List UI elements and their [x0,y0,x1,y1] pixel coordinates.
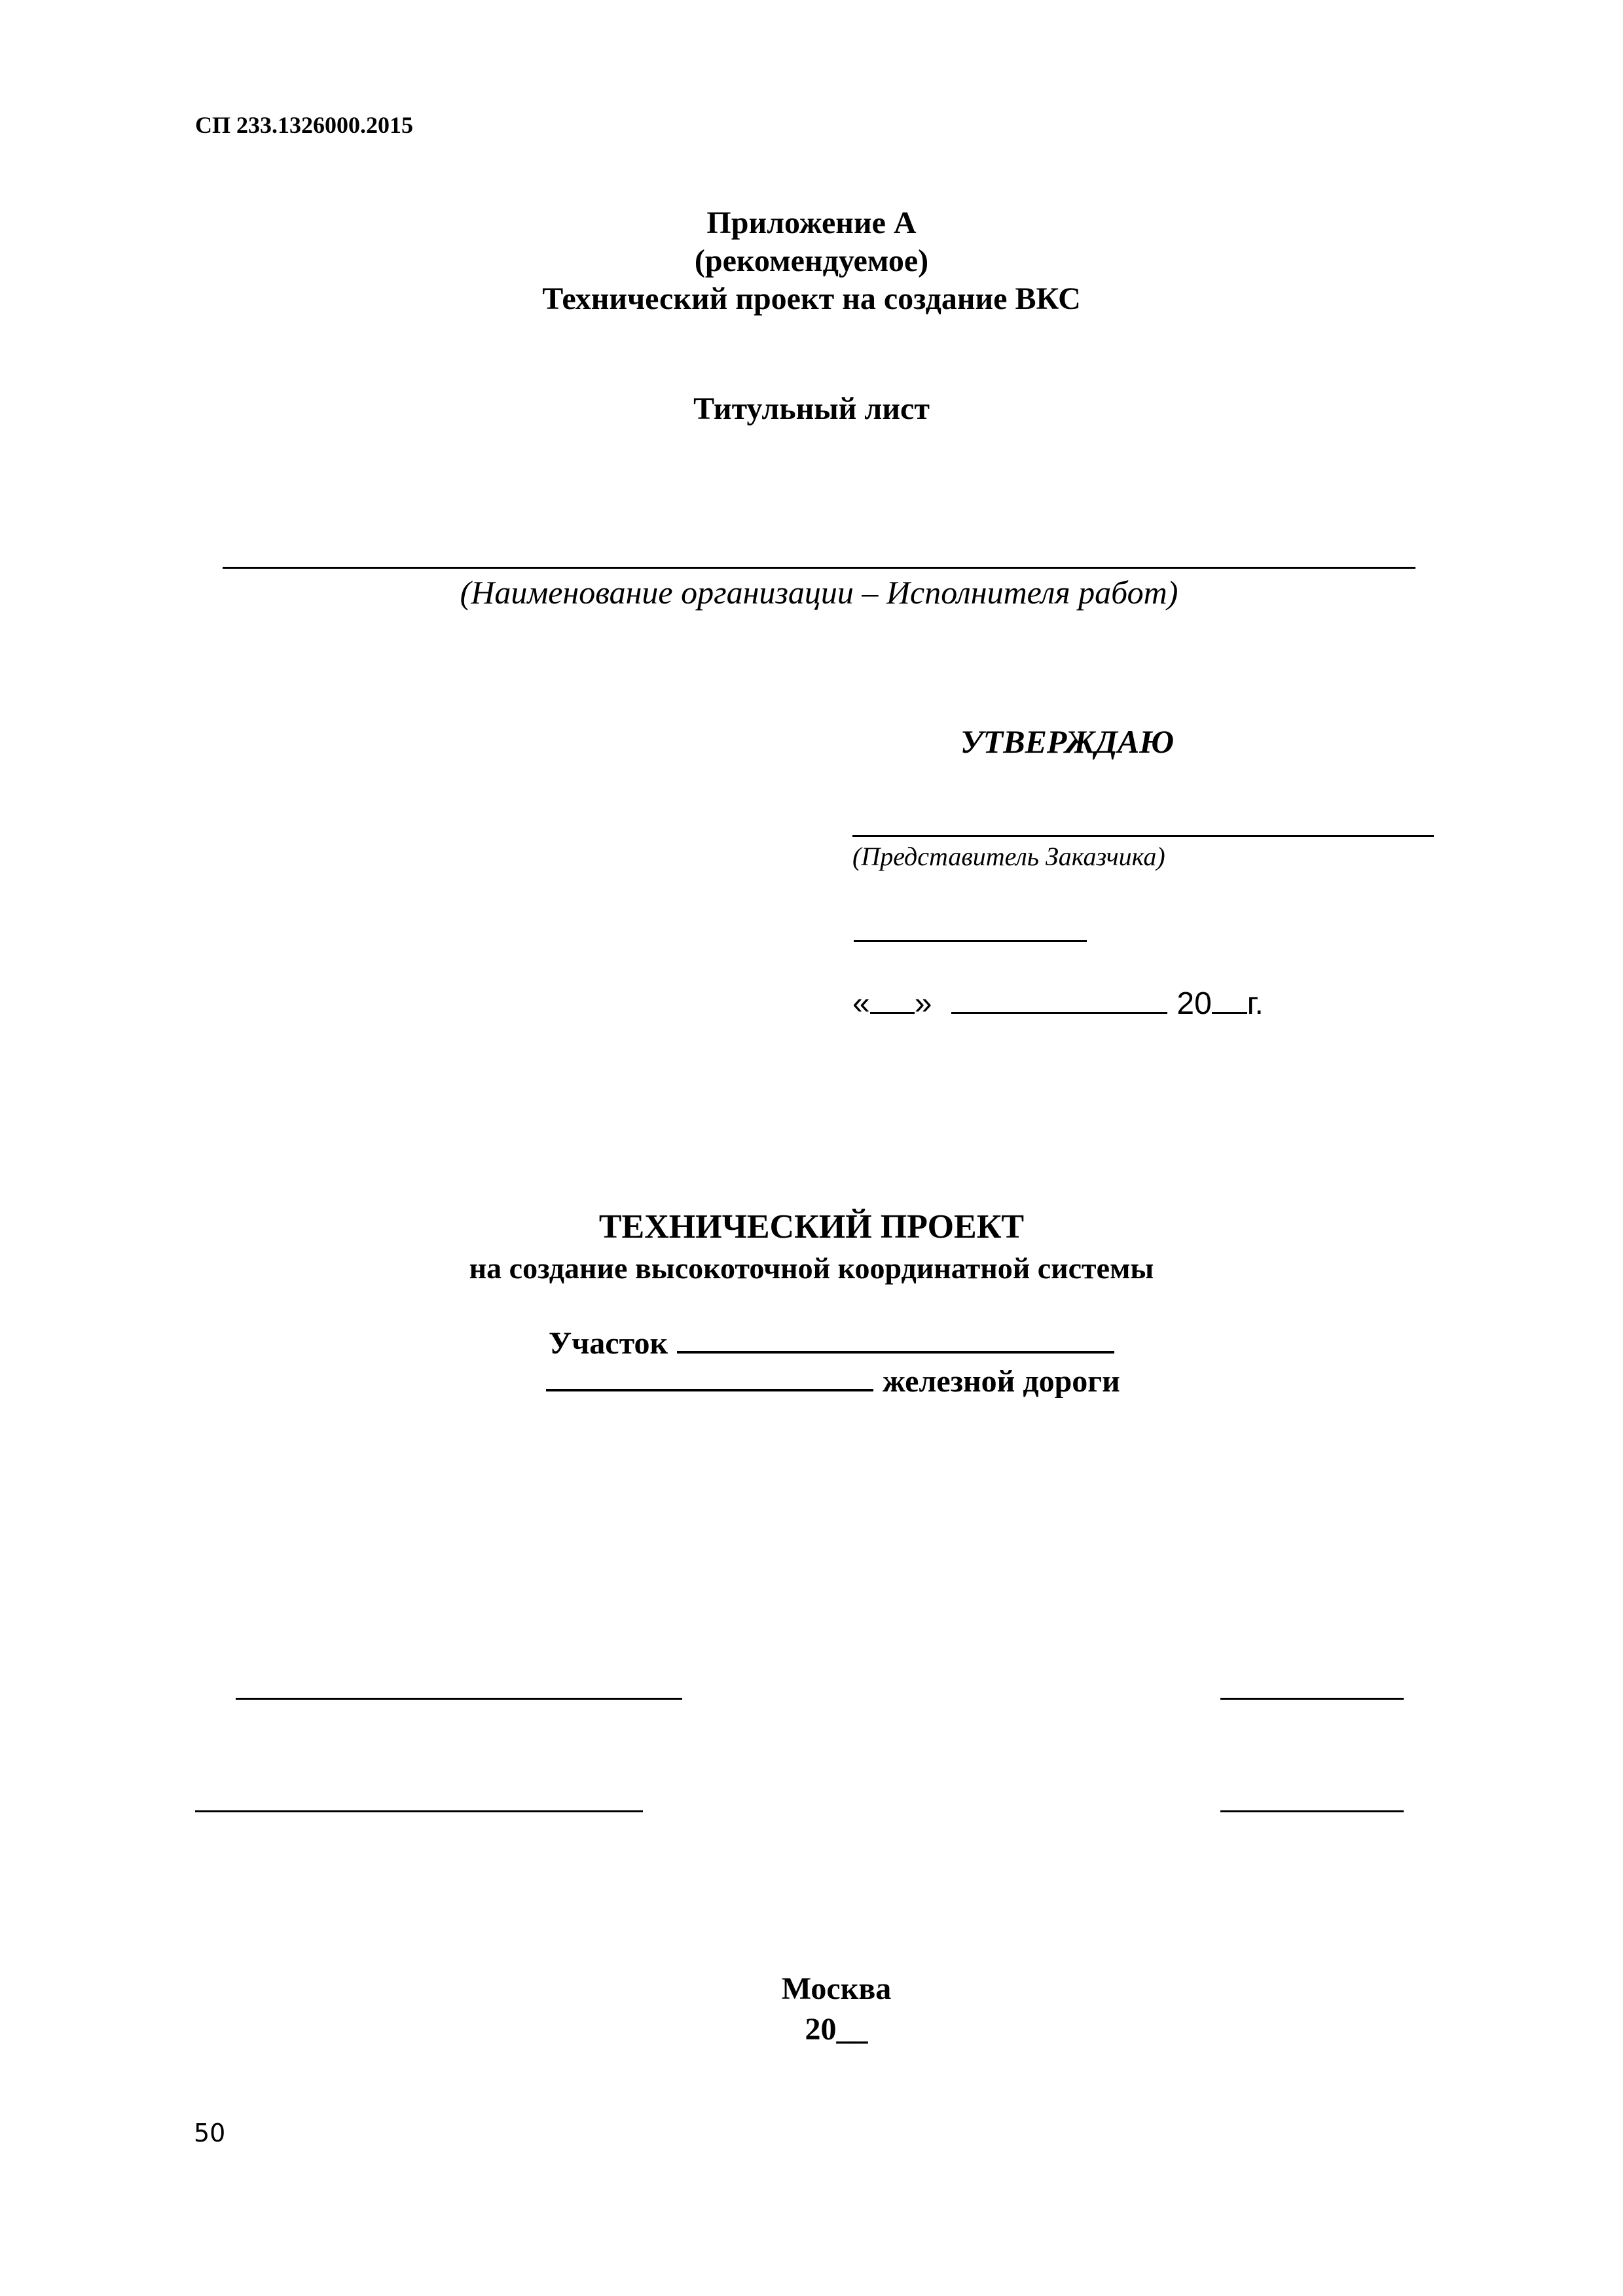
section-row [549,1322,1114,1363]
appendix-heading [0,204,1623,318]
customer-caption: (Представитель Заказчика) [852,842,1165,871]
appendix-label: Приложение А [706,206,917,240]
date-year-prefix: 20 [1176,986,1212,1021]
document-code: СП 233.1326000.2015 [195,112,413,138]
date-year-suffix: г. [1247,986,1264,1021]
year: 20__ [805,2012,868,2047]
approval-date-line [852,982,1264,1024]
appendix-title: Технический проект на создание ВКС [542,281,1081,316]
organization-name-line [223,567,1415,569]
date-day-blank [870,982,915,1014]
signatory-position-line-1 [236,1698,682,1700]
project-title: ТЕХНИЧЕСКИЙ ПРОЕКТ [598,1208,1025,1246]
project-subtitle: на создание высокоточной координатной системы [469,1251,1154,1285]
signatory-position-line-2 [195,1810,643,1812]
signatory-name-line-1 [1220,1698,1404,1700]
appendix-status: (рекомендуемое) [694,243,929,278]
date-close-quote: » [914,986,932,1021]
railway-label: железной дороги [883,1364,1120,1399]
section-label: Участок [549,1326,668,1361]
date-month-blank [951,982,1167,1014]
section-name-blank [677,1322,1114,1354]
railway-row [546,1360,1120,1401]
railway-name-blank [546,1360,873,1391]
date-open-quote: « [852,986,870,1021]
approve-label: УТВЕРЖДАЮ [960,723,1175,760]
organization-caption: (Наименование организации – Исполнителя работ) [460,574,1178,611]
signatory-name-line-2 [1220,1810,1404,1812]
approval-signature-line [854,940,1087,942]
customer-representative-line [852,835,1434,837]
title-page-label: Титульный лист [693,391,930,426]
page-number: 50 [194,2119,226,2147]
date-year-blank [1212,982,1247,1014]
city: Москва [781,1971,892,2006]
